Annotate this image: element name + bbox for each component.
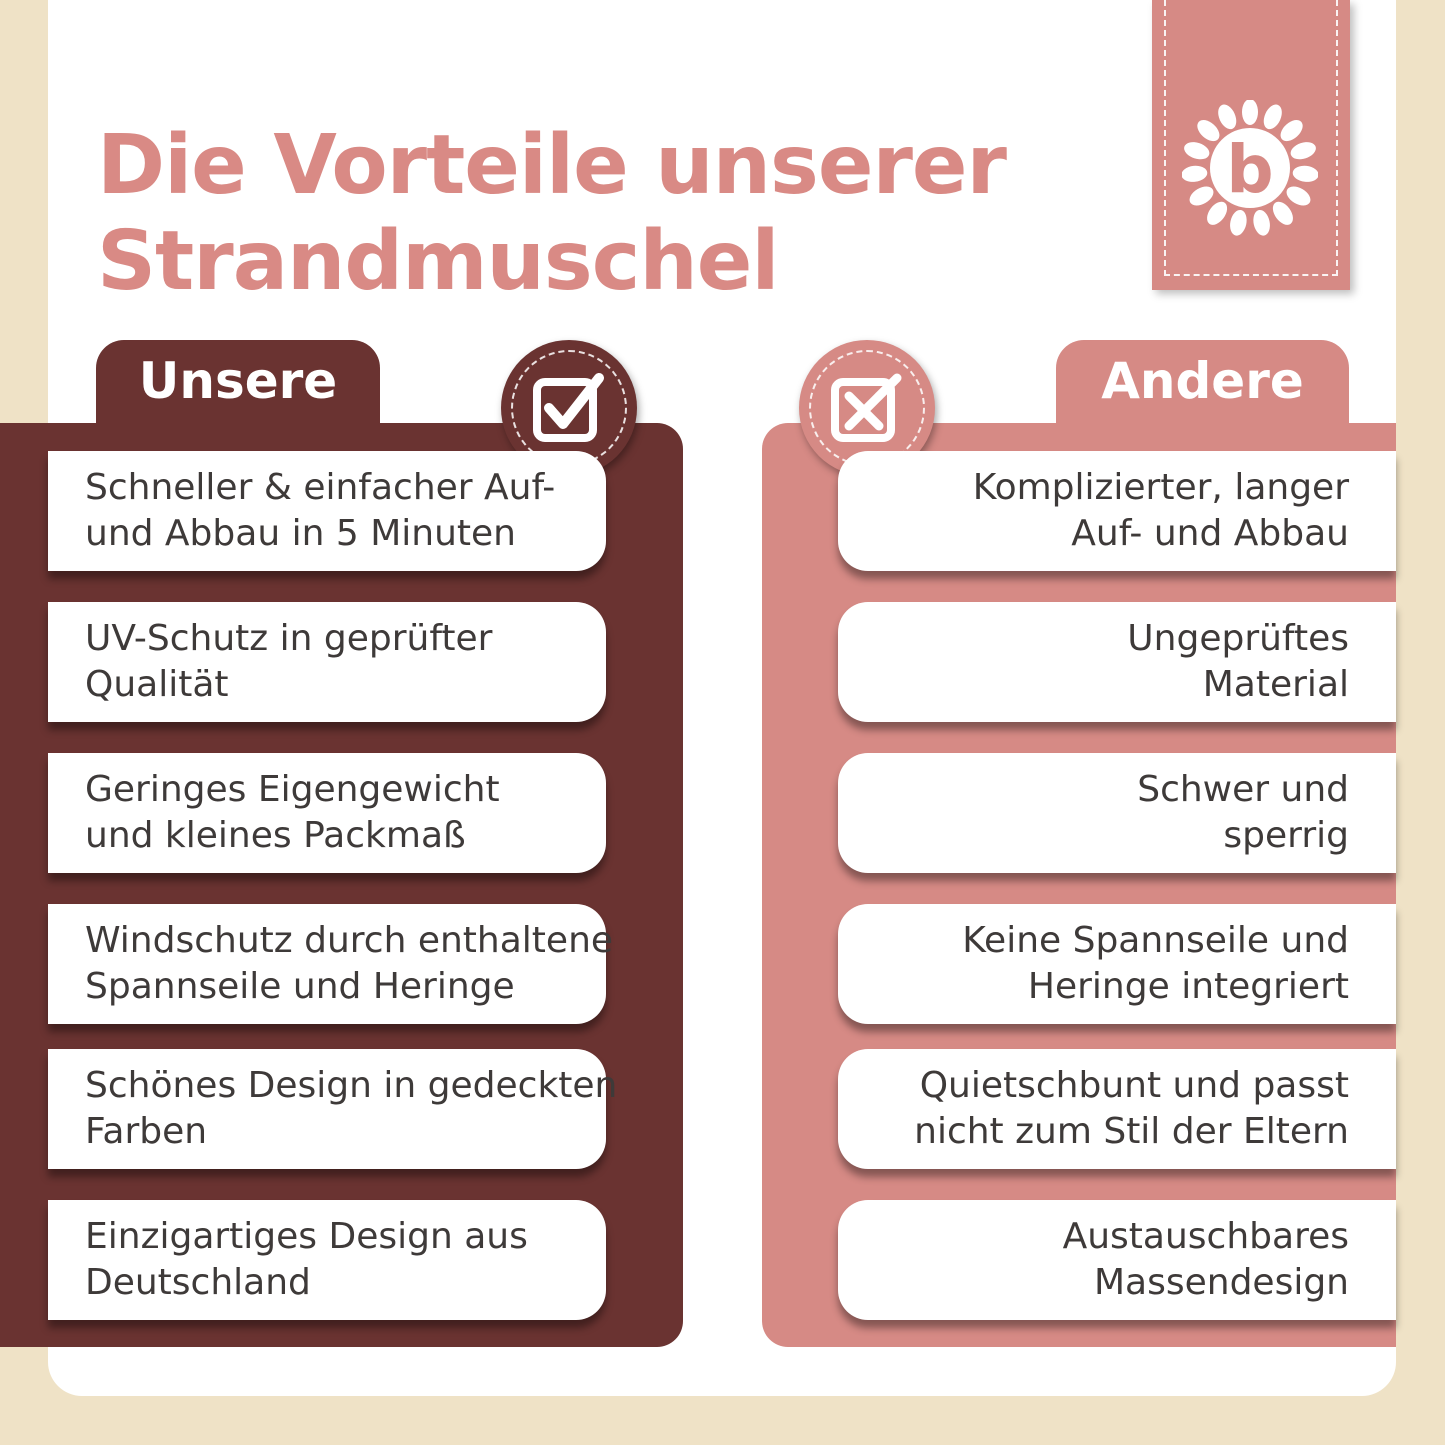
item-text: Schwer und xyxy=(1137,769,1349,810)
item-text: UV-Schutz in geprüfter xyxy=(85,618,493,659)
logo-letter: b xyxy=(1226,131,1274,208)
item-text: Massendesign xyxy=(1093,1262,1349,1303)
item-text: Heringe integriert xyxy=(1027,966,1349,1007)
item-text: Keine Spannseile und xyxy=(962,920,1349,961)
flower-logo-icon xyxy=(1182,100,1318,236)
item-text: Austauschbares xyxy=(1062,1216,1349,1257)
item-text: Spannseile und Heringe xyxy=(85,966,515,1007)
title-line-1: Die Vorteile unserer xyxy=(97,118,1006,213)
item-text: Auf- und Abbau xyxy=(1071,513,1349,554)
checkbox-checked-icon xyxy=(529,368,609,448)
list-item-unsere-1 xyxy=(48,451,606,571)
list-item-unsere-3 xyxy=(48,753,606,873)
item-text: sperrig xyxy=(1223,815,1349,856)
tab-andere: Andere xyxy=(1056,340,1349,440)
title-line-2: Strandmuschel xyxy=(97,214,779,309)
item-text: Komplizierter, langer xyxy=(972,467,1349,508)
tab-unsere: Unsere xyxy=(96,340,380,440)
item-text: Quietschbunt und passt xyxy=(919,1065,1349,1106)
item-text: und Abbau in 5 Minuten xyxy=(85,513,516,554)
item-text: Einzigartiges Design aus xyxy=(85,1216,528,1257)
list-item-unsere-6 xyxy=(48,1200,606,1320)
item-text: Deutschland xyxy=(85,1262,311,1303)
list-item-andere-5 xyxy=(838,1049,1396,1169)
list-item-andere-3 xyxy=(838,753,1396,873)
item-text: und kleines Packmaß xyxy=(85,815,466,856)
list-item-andere-4 xyxy=(838,904,1396,1024)
checkbox-cross-icon xyxy=(827,368,907,448)
item-text: Ungeprüftes xyxy=(1127,618,1349,659)
list-item-unsere-2 xyxy=(48,602,606,722)
item-text: Qualität xyxy=(85,664,229,705)
item-text: Schneller & einfacher Auf- xyxy=(85,467,556,508)
list-item-unsere-5 xyxy=(48,1049,618,1169)
item-text: nicht zum Stil der Eltern xyxy=(914,1111,1349,1152)
list-item-andere-2 xyxy=(838,602,1396,722)
list-item-andere-6 xyxy=(838,1200,1396,1320)
list-item-andere-1 xyxy=(838,451,1396,571)
item-text: Windschutz durch enthaltene xyxy=(85,920,614,961)
page-title xyxy=(97,118,1006,310)
item-text: Material xyxy=(1202,664,1349,705)
item-text: Schönes Design in gedeckten xyxy=(85,1065,618,1106)
list-item-unsere-4 xyxy=(48,904,614,1024)
brand-tag xyxy=(1152,0,1350,290)
item-text: Geringes Eigengewicht xyxy=(85,769,500,810)
item-text: Farben xyxy=(85,1111,208,1152)
